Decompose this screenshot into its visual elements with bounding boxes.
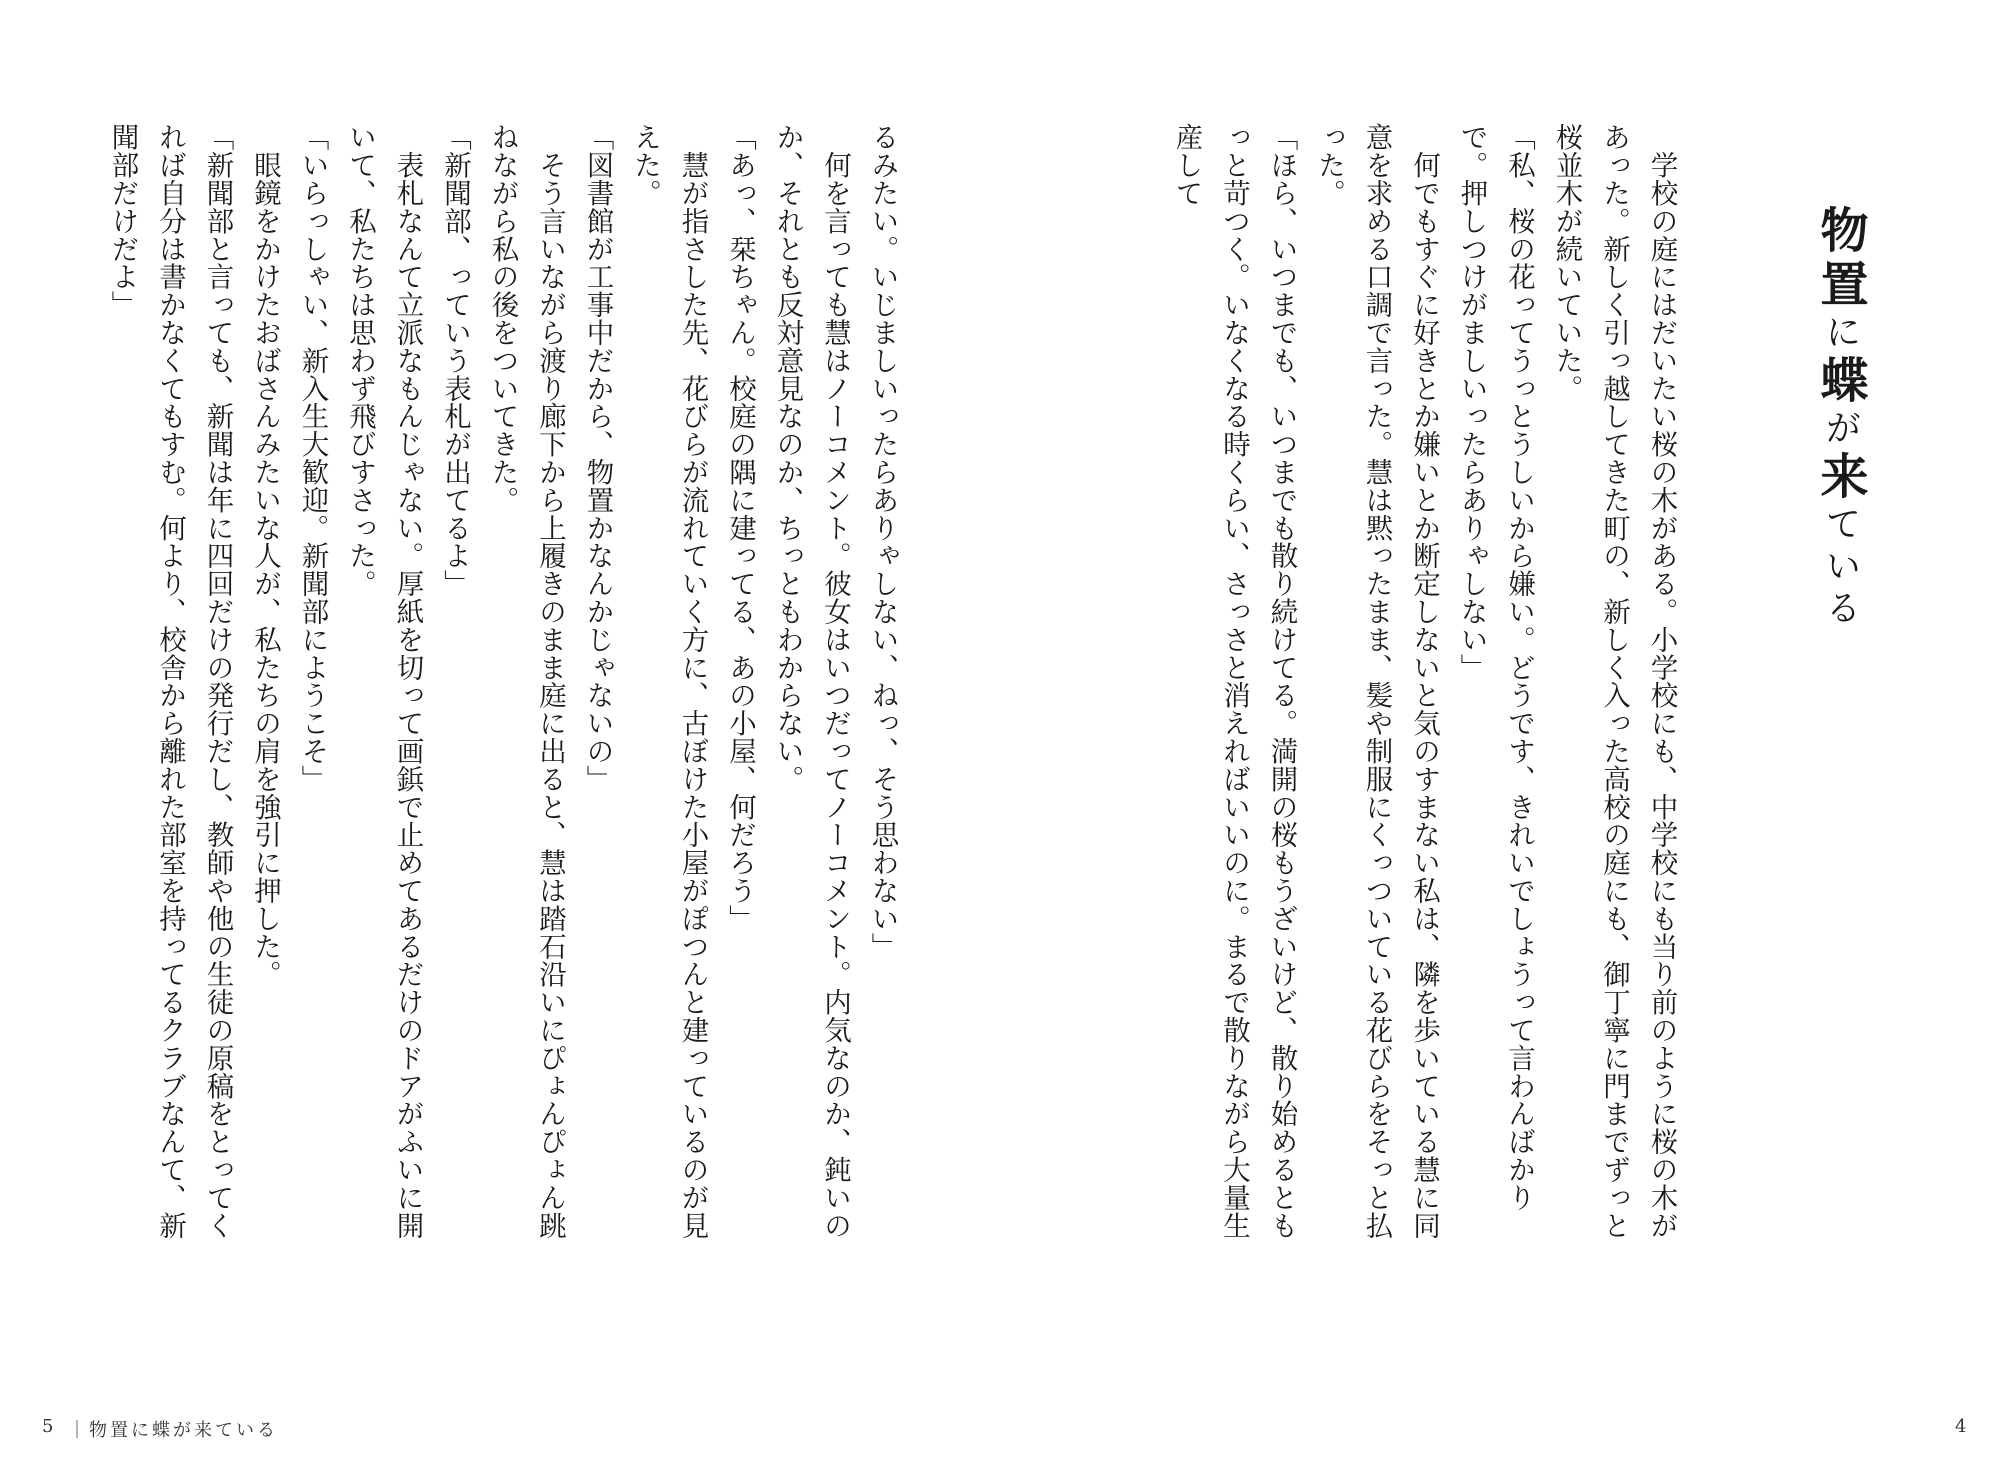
paragraph: 慧が指さした先、花びらが流れていく方に、古ぼけた小屋がぽつんと建っているのが見えた。 bbox=[629, 123, 709, 1239]
paragraph: 「あっ、栞ちゃん。校庭の隅に建ってる、あの小屋、何だろう」 bbox=[724, 123, 756, 933]
paragraph: 「新聞部、っていう表札が出てるよ」 bbox=[439, 123, 471, 598]
left-page-body-text bbox=[98, 123, 906, 1243]
left-page-number: 5 bbox=[42, 1416, 57, 1437]
chapter-title-part: 蝶 bbox=[1812, 355, 1868, 409]
paragraph: そう言いながら渡り廊下から上履きのまま庭に出ると、慧は踏石沿いにぴょんぴょん跳ねながら私の後をついてきた。 bbox=[486, 123, 566, 1239]
chapter-title-part: ている bbox=[1820, 505, 1861, 631]
chapter-title-part: 物置 bbox=[1812, 205, 1868, 313]
right-page-body-text bbox=[1162, 123, 1685, 1243]
paragraph: 「新聞部と言っても、新聞は年に四回だけの発行だし、教師や他の生徒の原稿をとってくれば自分は書かなくてもすむ。何より、校舎から離れた部室を持ってるクラブなんて、新聞部だけだよ」 bbox=[106, 123, 234, 1239]
chapter-title-part: 来 bbox=[1812, 451, 1868, 505]
right-page bbox=[1000, 0, 2000, 1469]
paragraph: るみたい。いじましいったらありゃしない、ねっ、そう思わない」 bbox=[866, 123, 899, 960]
paragraph: 表札なんて立派なもんじゃない。厚紙を切って画鋲で止めてあるだけのドアがふいに開いて、私たちは思わず飛びすさった。 bbox=[344, 123, 424, 1239]
chapter-title-part: が bbox=[1820, 409, 1861, 451]
paragraph: 眼鏡をかけたおばさんみたいな人が、私たちの肩を強引に押した。 bbox=[249, 123, 281, 988]
chapter-title bbox=[1812, 205, 1868, 631]
chapter-title-part: に bbox=[1820, 313, 1861, 355]
paragraph: 何でもすぐに好きとか嫌いとか断定しないと気のすまない私は、隣を歩いている慧に同意を求める口調で言った。慧は黙ったまま、髪や制服にくっついている花びらをそっと払った。 bbox=[1313, 123, 1440, 1239]
paragraph: 「私、桜の花ってうっとうしいから嫌い。どうです、きれいでしょうって言わんばかりで。押しつけがましいったらありゃしない」 bbox=[1455, 123, 1535, 1212]
paragraph: 学校の庭にはだいたい桜の木がある。小学校にも、中学校にも当り前のように桜の木があった。新しく引っ越してきた町の、新しく入った高校の庭にも、御丁寧に門までずっと桜並木が続いていた。 bbox=[1550, 123, 1678, 1239]
paragraph: 「図書館が工事中だから、物置かなんかじゃないの」 bbox=[581, 123, 614, 793]
running-head: ｜物置に蝶が来ている bbox=[68, 1420, 278, 1441]
paragraph: 何を言っても慧はノーコメント。彼女はいつだってノーコメント。内気なのか、鈍いのか、それとも反対意見なのか、ちっともわからない。 bbox=[771, 123, 851, 1239]
right-page-number: 4 bbox=[1955, 1416, 1970, 1437]
paragraph: 「ほら、いつまでも、いつまでも散り続けてる。満開の桜もうざいけど、散り始めるともっと苛つく。いなくなる時くらい、さっさと消えればいいのに。まるで散りながら大量生産して bbox=[1170, 123, 1298, 1239]
paragraph: 「いらっしゃい、新入生大歓迎。新聞部にようこそ」 bbox=[296, 123, 329, 793]
